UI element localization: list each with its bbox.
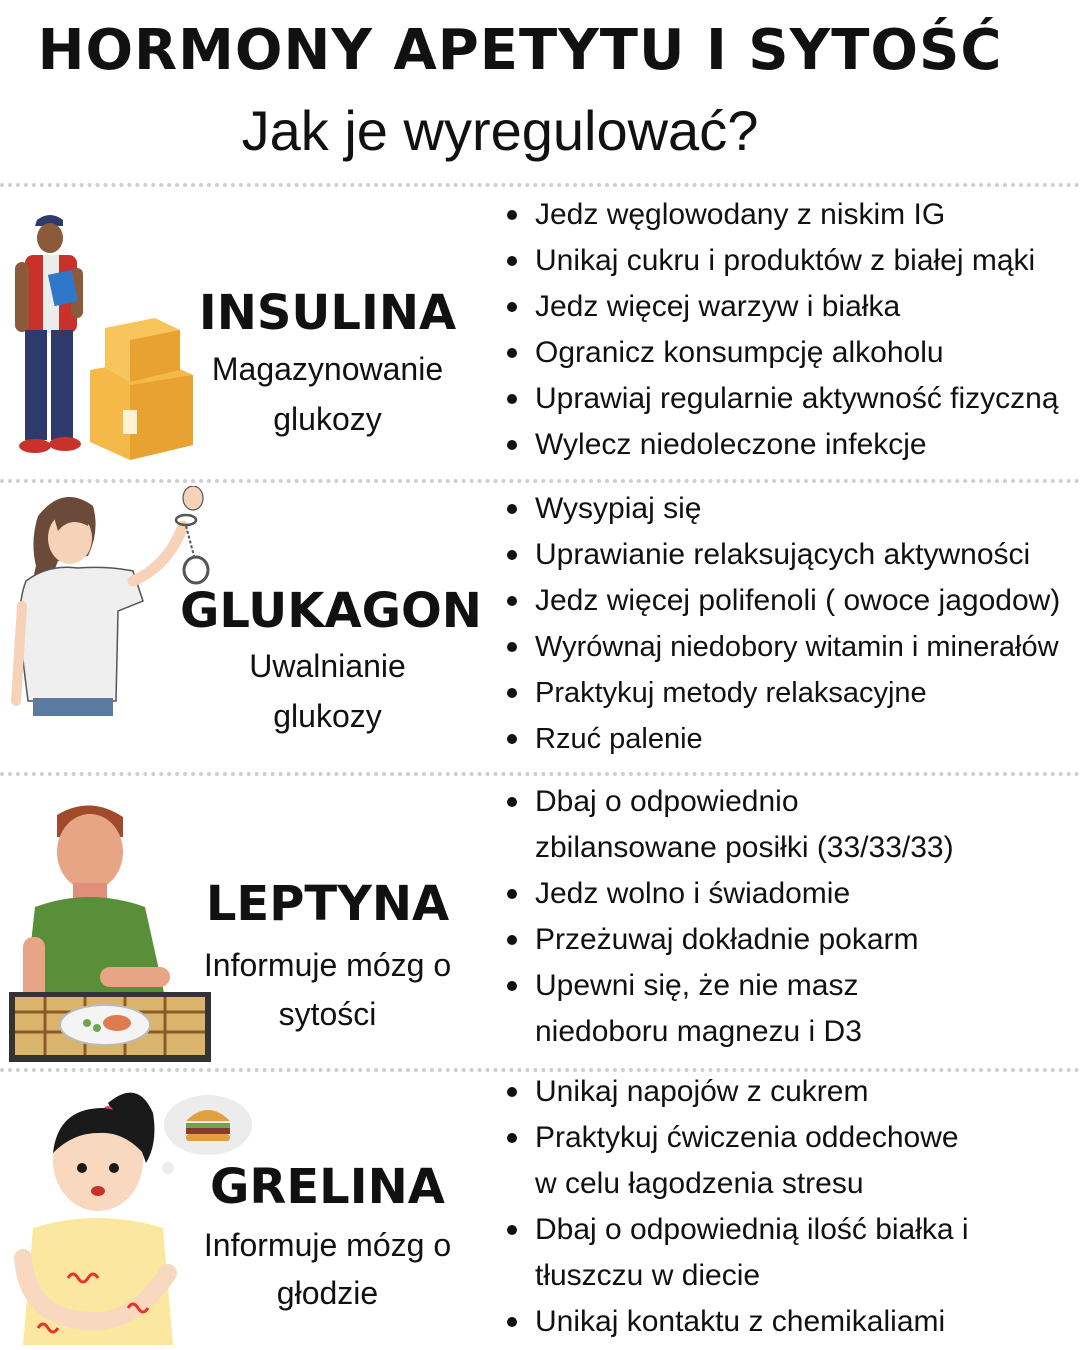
hormone-description: sytości <box>278 996 377 1032</box>
tips-list <box>505 779 954 1055</box>
tip-item: Dbaj o odpowiednio <box>505 779 954 825</box>
divider <box>0 479 1080 483</box>
tips-list <box>505 486 1060 762</box>
section-insulina <box>0 190 1080 479</box>
tip-item: Przeżuwaj dokładnie pokarm <box>505 917 954 963</box>
hormone-description: glukozy <box>273 401 382 437</box>
hormone-description: Magazynowanie <box>211 351 444 387</box>
tip-item: Rzuć palenie <box>505 716 1060 762</box>
section-leptyna <box>0 779 1080 1068</box>
hormone-description: głodzie <box>276 1275 379 1311</box>
tips-list <box>505 1069 969 1345</box>
tip-item: Unikaj napojów z cukrem <box>505 1069 969 1115</box>
delivery-man-boxes-illustration <box>5 210 200 465</box>
tip-item-continuation: w celu łagodzenia stresu <box>535 1167 864 1200</box>
tip-item: Unikaj cukru i produktów z białej mąki <box>505 238 1059 284</box>
tip-item: Jedz węglowodany z niskim IG <box>505 192 1059 238</box>
tip-item: Wyrównaj niedobory witamin i minerałów <box>505 624 1060 670</box>
tips-list <box>505 192 1059 468</box>
tip-item: Praktykuj ćwiczenia oddechowe <box>505 1115 969 1161</box>
divider <box>0 772 1080 776</box>
tip-item: Praktykuj metody relaksacyjne <box>505 670 1060 716</box>
tip-item-continuation: tłuszczu w diecie <box>535 1259 761 1292</box>
tip-item: Jedz więcej polifenoli ( owoce jagodow) <box>505 578 1060 624</box>
tip-item-continuation: niedoboru magnezu i D3 <box>535 1015 862 1048</box>
section-glukagon <box>0 486 1080 772</box>
page-title: HORMONY APETYTU I SYTOŚĆ <box>37 18 1003 83</box>
tip-item: Unikaj kontaktu z chemikaliami <box>505 1299 969 1345</box>
page-subtitle: Jak je wyregulować? <box>241 99 759 162</box>
tip-item: Jedz więcej warzyw i białka <box>505 284 1059 330</box>
tip-item-continuation: zbilansowane posiłki (33/33/33) <box>535 831 954 864</box>
tip-item: Dbaj o odpowiednią ilość białka i <box>505 1207 969 1253</box>
section-grelina <box>0 1075 1080 1350</box>
hormone-description: glukozy <box>273 698 382 734</box>
hormone-description: Informuje mózg o <box>203 1227 452 1263</box>
tip-item: Wylecz niedoleczone infekcje <box>505 422 1059 468</box>
tip-item: Wysypiaj się <box>505 486 1060 532</box>
hormone-description: Informuje mózg o <box>203 947 452 983</box>
hormone-name: GRELINA <box>210 1159 445 1215</box>
tip-item: Ogranicz konsumpcję alkoholu <box>505 330 1059 376</box>
tip-item: Jedz wolno i świadomie <box>505 871 954 917</box>
tip-item: Upewni się, że nie masz <box>505 963 954 1009</box>
tip-item: Uprawianie relaksujących aktywności <box>505 532 1060 578</box>
hormone-name: GLUKAGON <box>180 583 482 639</box>
divider <box>0 183 1080 187</box>
hormone-name: INSULINA <box>198 285 457 341</box>
hormone-description: Uwalnianie <box>249 648 406 684</box>
tip-item: Uprawiaj regularnie aktywność fizyczną <box>505 376 1059 422</box>
hormone-name: LEPTYNA <box>205 876 450 932</box>
